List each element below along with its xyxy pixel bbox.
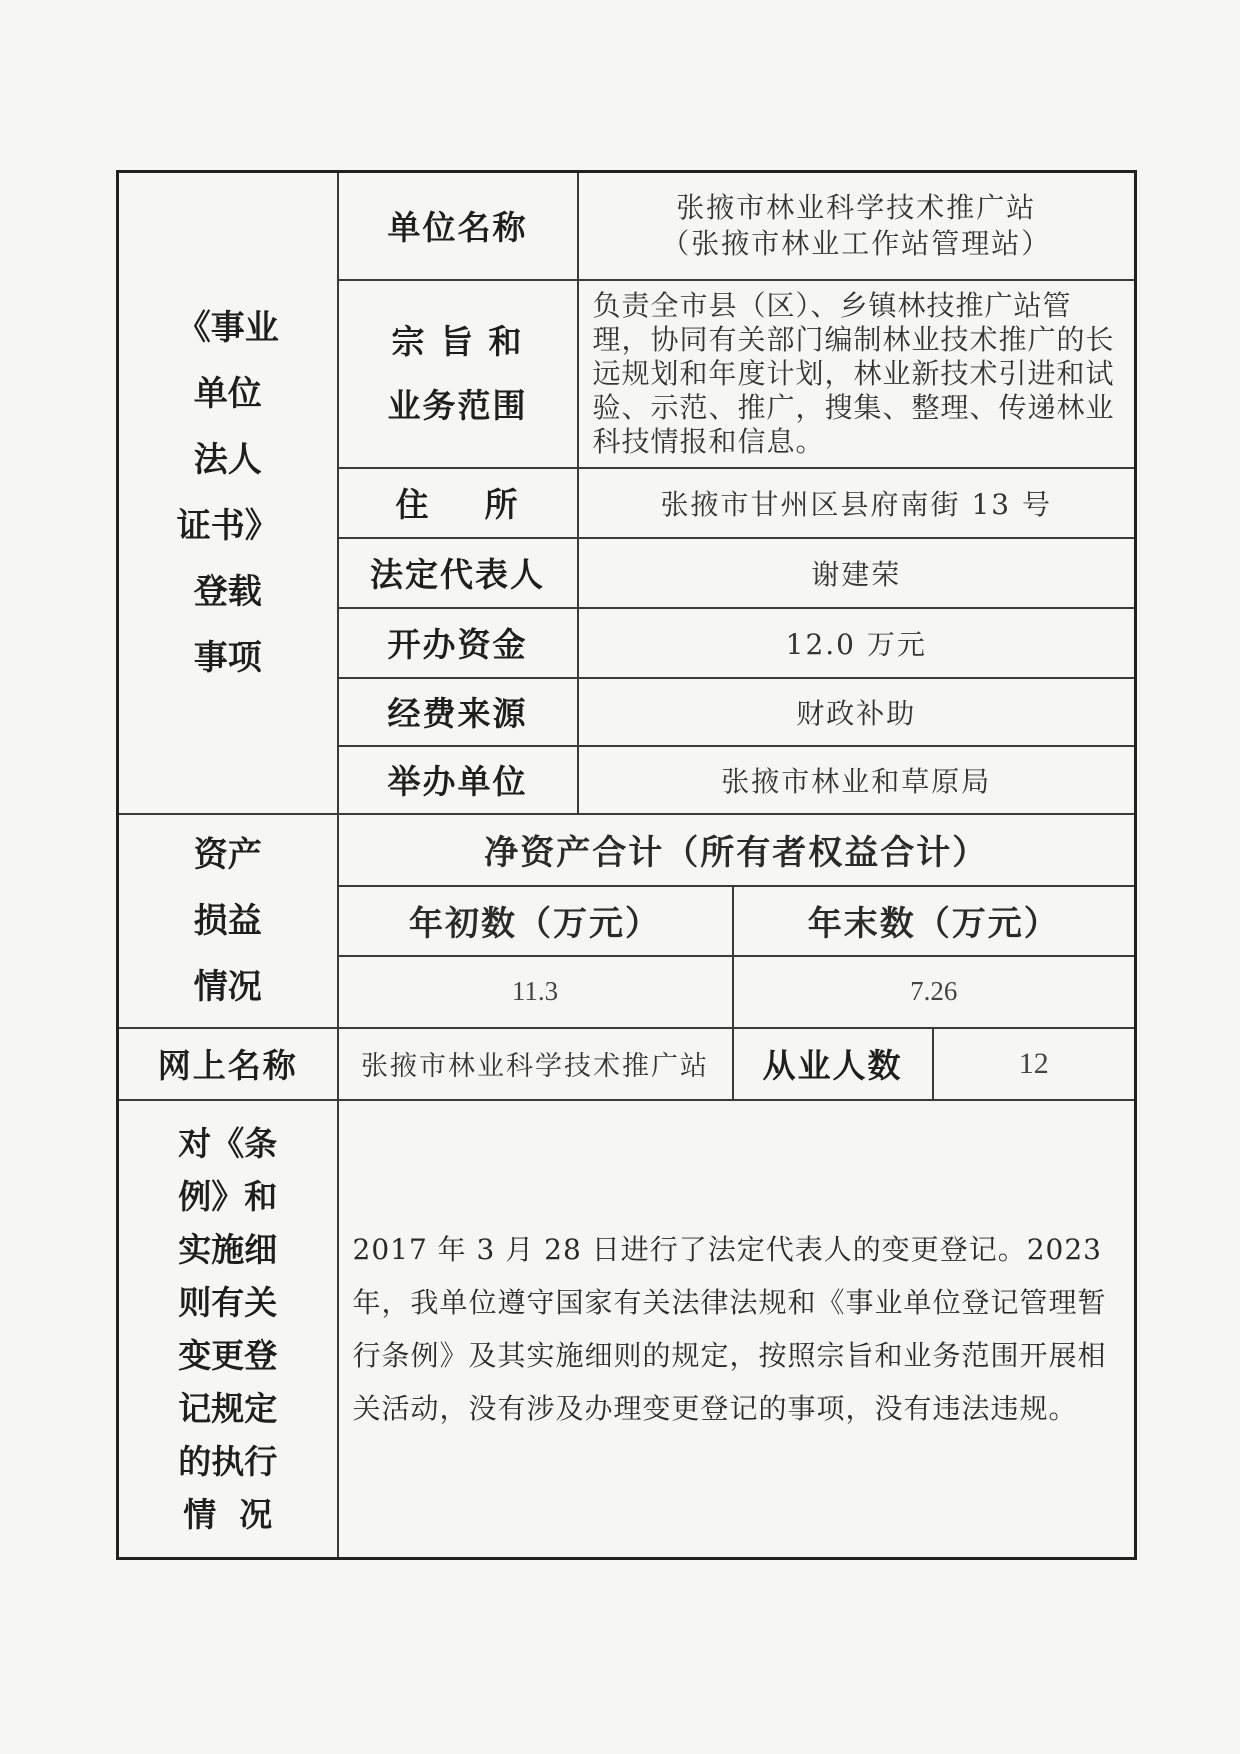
compliance-paragraph: 2017 年 3 月 28 日进行了法定代表人的变更登记。2023 年，我单位遵守国家有关法律法规和《事业单位登记管理暂行条例》及其实施细则的规定，按照宗旨和业务范围开展相关活动，没有涉及办理变更登记的事项，没有违法违规。 — [352, 1232, 1107, 1425]
unit-name-line: 张掖市林业科学技术推广站 — [676, 190, 1037, 224]
unit-name-value — [578, 172, 1136, 280]
section-label-line: 记规定 — [178, 1388, 278, 1428]
address-label: 住 所 — [338, 468, 578, 538]
section-label-line: 证书》 — [176, 505, 279, 546]
registration-section-label — [118, 172, 338, 814]
end-year-value: 7.26 — [733, 956, 1136, 1028]
section-label-line: 例》和 — [178, 1176, 278, 1216]
section-label-line: 情况 — [193, 966, 262, 1007]
compliance-text — [338, 1100, 1136, 1559]
purpose-label — [338, 280, 578, 468]
begin-year-value: 11.3 — [338, 956, 733, 1028]
capital-label: 开办资金 — [338, 608, 578, 678]
funding-value: 财政补助 — [578, 678, 1136, 746]
purpose-label-line: 业务范围 — [387, 385, 528, 425]
net-assets-header: 净资产合计（所有者权益合计） — [338, 814, 1136, 886]
address-value: 张掖市甘州区县府南街 13 号 — [578, 468, 1136, 538]
section-label-line: 实施细 — [178, 1229, 278, 1269]
online-name-label: 网上名称 — [118, 1028, 338, 1100]
purpose-value: 负责全市县（区）、乡镇林技推广站管理，协同有关部门编制林业技术推广的长远规划和年度计划，林业新技术引进和试验、示范、推广，搜集、整理、传递林业科技情报和信息。 — [578, 280, 1136, 468]
end-year-label: 年末数（万元） — [733, 886, 1136, 956]
unit-name-label: 单位名称 — [338, 172, 578, 280]
unit-name-alt-line: （张掖市林业工作站管理站） — [661, 226, 1052, 260]
section-label-line: 登载 — [193, 571, 262, 612]
staff-count-value: 12 — [933, 1028, 1136, 1100]
section-label-line: 则有关 — [178, 1282, 278, 1322]
section-label-line: 事项 — [193, 637, 262, 678]
section-label-line: 损益 — [193, 900, 262, 941]
funding-label: 经费来源 — [338, 678, 578, 746]
section-label-line: 单位 — [193, 373, 262, 414]
online-name-value: 张掖市林业科学技术推广站 — [338, 1028, 733, 1100]
sponsor-label: 举办单位 — [338, 746, 578, 814]
compliance-section-label — [118, 1100, 338, 1559]
section-label-line: 《事业 — [176, 307, 279, 348]
legal-rep-value: 谢建荣 — [578, 538, 1136, 608]
section-label-line: 的执行 — [178, 1441, 278, 1481]
sponsor-value: 张掖市林业和草原局 — [578, 746, 1136, 814]
legal-rep-label: 法定代表人 — [338, 538, 578, 608]
section-label-line: 法人 — [193, 439, 262, 480]
section-label-line: 对《条 — [178, 1123, 278, 1163]
purpose-label-line: 宗 旨 和 — [391, 321, 524, 361]
capital-value: 12.0 万元 — [578, 608, 1136, 678]
section-label-line: 变更登 — [178, 1335, 278, 1375]
annual-report-table — [116, 170, 1137, 1560]
staff-count-label: 从业人数 — [733, 1028, 933, 1100]
assets-section-label — [118, 814, 338, 1028]
section-label-line: 情 况 — [183, 1494, 273, 1534]
section-label-line: 资产 — [193, 834, 262, 875]
begin-year-label: 年初数（万元） — [338, 886, 733, 956]
